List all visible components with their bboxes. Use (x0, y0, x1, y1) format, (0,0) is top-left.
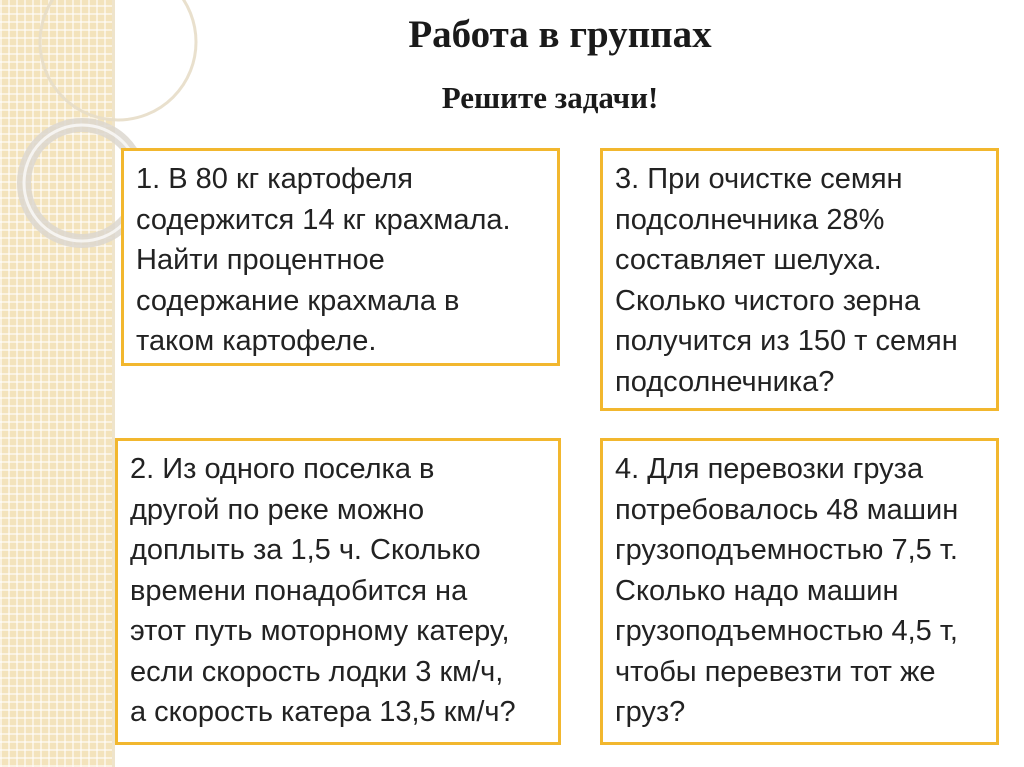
slide-subtitle: Решите задачи! (441, 80, 659, 115)
decorative-ring-top (40, 0, 196, 120)
slide-title: Работа в группах (408, 13, 712, 56)
task-card-4: 4. Для перевозки груза потребовалось 48 машин грузоподъемностью 7,5 т. Сколько надо машин грузоподъемностью 4,5 т, чтобы перевезти тот же груз? (600, 438, 999, 745)
task-card-2: 2. Из одного поселка в другой по реке можно доплыть за 1,5 ч. Сколько времени понадобится на этот путь моторному катеру, если скорость лодки 3 км/ч, а скорость катера 13,5 км/ч? (115, 438, 561, 745)
task-card-1: 1. В 80 кг картофеля содержится 14 кг крахмала. Найти процентное содержание крахмала в таком картофеле. (121, 148, 560, 366)
task-card-3: 3. При очистке семян подсолнечника 28% составляет шелуха. Сколько чистого зерна получится из 150 т семян подсолнечника? (600, 148, 999, 411)
